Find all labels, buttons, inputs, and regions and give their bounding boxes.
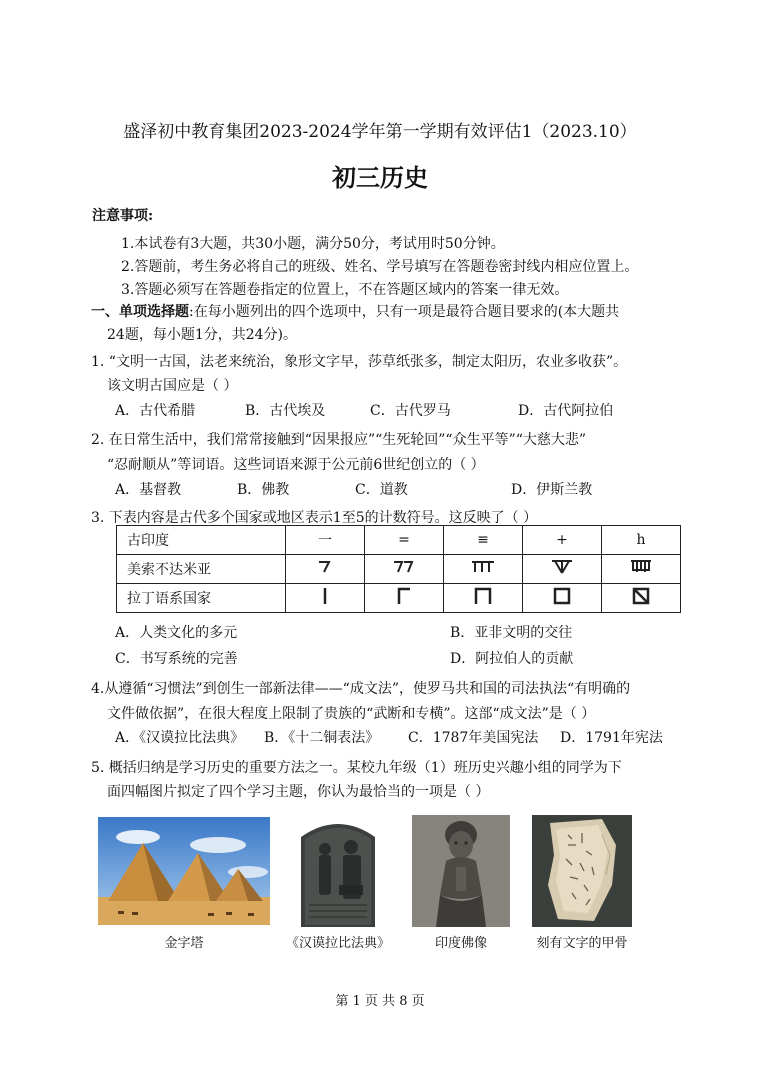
notice-heading: 注意事项: — [92, 208, 154, 224]
india-symbol-4: + — [523, 526, 602, 555]
notice-item-2: 2.答题前，考生务必将自己的班级、姓名、学号填写在答题卷密封线内相应位置上。 — [121, 259, 639, 275]
q1-option-b: B．古代埃及 — [245, 403, 326, 419]
table-row — [117, 584, 681, 613]
q1-option-c: C．古代罗马 — [370, 403, 451, 419]
q4-option-b: B．《十二铜表法》 — [264, 730, 380, 746]
cuneiform-2-icon — [365, 555, 444, 584]
india-symbol-5: h — [602, 526, 681, 555]
hammurabi-stele-image — [289, 815, 387, 927]
notice-item-1: 1.本试卷有3大题，共30小题，满分50分，考试用时50分钟。 — [121, 236, 505, 252]
buddha-statue-image — [412, 815, 510, 927]
india-symbol-3: ≡ — [444, 526, 523, 555]
pyramids-image — [98, 817, 270, 925]
q1-option-d: D．古代阿拉伯 — [518, 403, 614, 419]
q2-stem-2: “忍耐顺从”等词语。这些词语来源于公元前6世纪创立的（ ） — [107, 457, 485, 473]
q5-stem-2: 面四幅图片拟定了四个学习主题，你认为最恰当的一项是（ ） — [107, 784, 490, 800]
exam-title: 初三历史 — [332, 163, 428, 192]
row-label-india: 古印度 — [117, 526, 286, 555]
q1-option-a: A．古代希腊 — [115, 403, 196, 419]
table-row — [117, 555, 681, 584]
latin-2-icon — [365, 584, 444, 613]
q3-option-d: D．阿拉伯人的贡献 — [450, 651, 574, 667]
india-symbol-1: 一 — [286, 526, 365, 555]
q4-option-c: C．1787年美国宪法 — [408, 730, 539, 746]
table-row — [117, 526, 681, 555]
q4-stem-1: 4.从遵循“习惯法”到创生一部新法律——“成文法”，使罗马共和国的司法执法“有明确的 — [91, 681, 631, 697]
cuneiform-1-icon — [286, 555, 365, 584]
section1-intro — [91, 301, 619, 321]
q2-option-a: A．基督教 — [115, 482, 182, 498]
q2-option-b: B．佛教 — [237, 482, 290, 498]
row-label-latin: 拉丁语系国家 — [117, 584, 286, 613]
q5-stem-1: 5. 概括归纳是学习历史的重要方法之一。某校九年级（1）班历史兴趣小组的同学为下 — [91, 760, 622, 776]
cuneiform-5-icon — [602, 555, 681, 584]
india-symbol-2: = — [365, 526, 444, 555]
page-number: 第 1 页 共 8 页 — [335, 994, 425, 1009]
notice-item-3: 3.答题必须写在答题卷指定的位置上，不在答题区域内的答案一律无效。 — [121, 282, 569, 298]
section1-label: 一、单项选择题 — [91, 304, 189, 320]
q2-option-c: C．道教 — [355, 482, 408, 498]
section1-intro-2: 24题，每小题1分，共24分)。 — [107, 327, 297, 343]
q1-stem-2: 该文明古国应是（ ） — [107, 378, 238, 394]
row-label-mesopotamia: 美索不达米亚 — [117, 555, 286, 584]
q4-option-d: D．1791年宪法 — [560, 730, 663, 746]
q2-stem-1: 2. 在日常生活中，我们常常接触到“因果报应”“生死轮回”“众生平等”“大慈大悲” — [91, 432, 587, 448]
latin-3-icon — [444, 584, 523, 613]
caption-pyramids: 金字塔 — [164, 936, 204, 951]
q3-stem: 3. 下表内容是古代多个国家或地区表示1至5的计数符号。这反映了（ ） — [91, 510, 538, 526]
latin-5-icon — [602, 584, 681, 613]
q4-stem-2: 文件做依据”，在很大程度上限制了贵族的“武断和专横”。这部“成文法”是（ ） — [107, 706, 596, 722]
q4-option-a: A．《汉谟拉比法典》 — [115, 730, 245, 746]
section1-intro-text: :在每小题列出的四个选项中，只有一项是最符合题目要求的(本大题共 — [189, 304, 620, 320]
latin-4-icon — [523, 584, 602, 613]
q1-stem-1: 1. “文明一古国，法老来统治，象形文字早，莎草纸张多，制定太阳历，农业多收获”。 — [91, 354, 628, 370]
latin-1-icon — [286, 584, 365, 613]
counting-symbols-table — [116, 525, 681, 613]
exam-subtitle: 盛泽初中教育集团2023-2024学年第一学期有效评估1（2023.10） — [123, 122, 637, 142]
caption-buddha: 印度佛像 — [434, 936, 487, 951]
cuneiform-3-icon — [444, 555, 523, 584]
q3-option-b: B．亚非文明的交往 — [450, 625, 573, 641]
q3-option-a: A．人类文化的多元 — [115, 625, 238, 641]
caption-oracle-bone: 刻有文字的甲骨 — [536, 936, 628, 951]
oracle-bone-image — [532, 815, 632, 927]
cuneiform-4-icon — [523, 555, 602, 584]
q2-option-d: D．伊斯兰教 — [511, 482, 593, 498]
caption-hammurabi: 《汉谟拉比法典》 — [285, 936, 390, 951]
q3-option-c: C．书写系统的完善 — [115, 651, 238, 667]
